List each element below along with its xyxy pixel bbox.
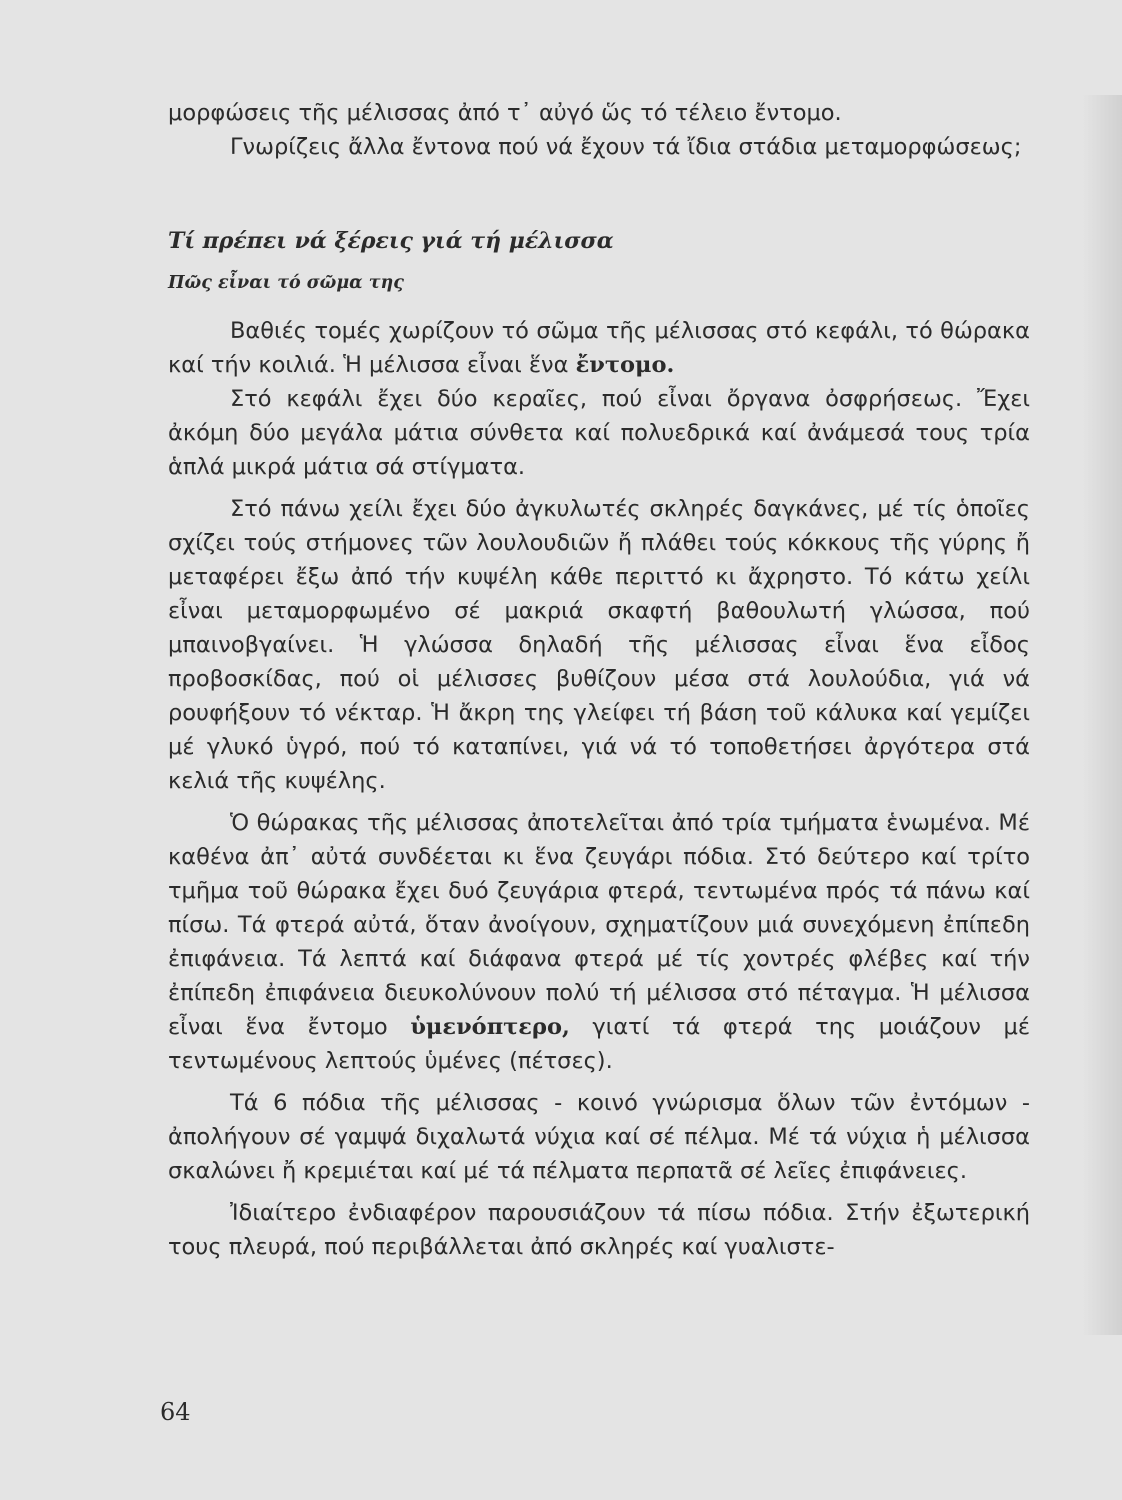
paragraph-continuation: μορφώσεις τῆς μέλισσας ἀπό τ᾽ αὐγό ὥς τό τέλειο ἔντομο. — [168, 100, 842, 126]
paragraph-head: Στό κεφάλι ἔχει δύο κεραῖες, πού εἶναι ὄργανα ὀσφρήσεως. Ἔχει ἀκόμη δύο μεγάλα μάτια σύνθετα καί πολυεδρικά καί ἀνάμεσά τους τρία ἁπλά μικρά μάτια σά στίγματα. — [168, 386, 1030, 480]
facing-page-bleed — [1082, 95, 1122, 1335]
page-body — [168, 96, 1030, 1264]
term-hymenoptera: ὑμενόπτερο, — [410, 1014, 570, 1040]
section-heading: Τί πρέπει νά ξέρεις γιά τή μέλισσα — [168, 228, 614, 254]
paragraph-question: Γνωρίζεις ἄλλα ἔντονα πού νά ἔχουν τά ἴδια στάδια μεταμορφώσεως; — [230, 134, 1022, 160]
page-number: 64 — [160, 1398, 191, 1426]
paragraph-legs: Τά 6 πόδια τῆς μέλισσας - κοινό γνώρισμα ὅλων τῶν ἐντόμων - ἀπολήγουν σέ γαμψά διχαλωτά νύχια καί σέ πέλμα. Μέ τά νύχια ἡ μέλισσα σκαλώνει ἤ κρεμιέται καί μέ τά πέλματα περπατᾶ σέ λεῖες ἐπιφάνειες. — [168, 1090, 1030, 1184]
paragraph-mouth: Στό πάνω χείλι ἔχει δύο ἀγκυλωτές σκληρές δαγκάνες, μέ τίς ὁποῖες σχίζει τούς στήμονες τῶν λουλουδιῶν ἤ πλάθει τούς κόκκους τῆς γύρης ἤ μεταφέρει ἔξω ἀπό τήν κυψέλη κάθε περιττό κι ἄχρηστο. Τό κάτω χείλι εἶναι μεταμορφωμένο σέ μακριά σκαφτή βαθουλωτή γλώσσα, πού μπαινοβγαίνει. Ἡ γλώσσα δηλαδή τῆς μέλισσας εἶναι ἕνα εἶδος προβοσκίδας, πού οἱ μέλισσες βυθίζουν μέσα στά λουλούδια, γιά νά ρουφήξουν τό νέκταρ. Ἡ ἄκρη της γλείφει τή βάση τοῦ κάλυκα καί γεμίζει μέ γλυκό ὑγρό, πού τό καταπίνει, γιά νά τό τοποθετήσει ἀργότερα στά κελιά τῆς κυψέλης. — [168, 496, 1030, 794]
paragraph-text: Βαθιές τομές χωρίζουν τό σῶμα τῆς μέλισσας στό κεφάλι, τό θώρακα καί τήν κοιλιά. Ἡ μέλισσα εἶναι ἕνα — [168, 318, 1030, 378]
paragraph-thorax — [168, 806, 1030, 1078]
paragraph-body-parts — [168, 314, 1030, 382]
paragraph-text: Ὁ θώρακας τῆς μέλισσας ἀποτελεῖται ἀπό τρία τμήματα ἑνωμένα. Μέ καθένα ἀπ᾽ αὐτά συνδέεται κι ἕνα ζευγάρι πόδια. Στό δεύτερο καί τρίτο τμῆμα τοῦ θώρακα ἔχει δυό ζευγάρια φτερά, τεντωμένα πρός τά πάνω καί πίσω. Τά φτερά αὐτά, ὅταν ἀνοίγουν, σχηματίζουν μιά συνεχόμενη ἐπίπεδη ἐπιφάνεια. Τά λεπτά καί διάφανα φτερά μέ τίς χοντρές φλέβες καί τήν ἐπίπεδη ἐπιφάνεια διευκολύνουν πολύ τή μέλισσα στό πέταγμα. Ἡ μέλισσα εἶναι ἕνα ἔντομο — [168, 810, 1030, 1040]
paragraph-hind-legs: Ἰδιαίτερο ἐνδιαφέρον παρουσιάζουν τά πίσω πόδια. Στήν ἐξωτερική τους πλευρά, πού περιβάλλεται ἀπό σκληρές καί γυαλιστε- — [168, 1200, 1030, 1260]
subsection-heading: Πῶς εἶναι τό σῶμα της — [168, 273, 404, 293]
paragraph-text: γιατί τά φτερά της μοιάζουν μέ τεντωμένους λεπτούς ὑμένες (πέτσες). — [168, 1014, 1031, 1074]
term-entomo: ἔντομο. — [575, 352, 675, 378]
